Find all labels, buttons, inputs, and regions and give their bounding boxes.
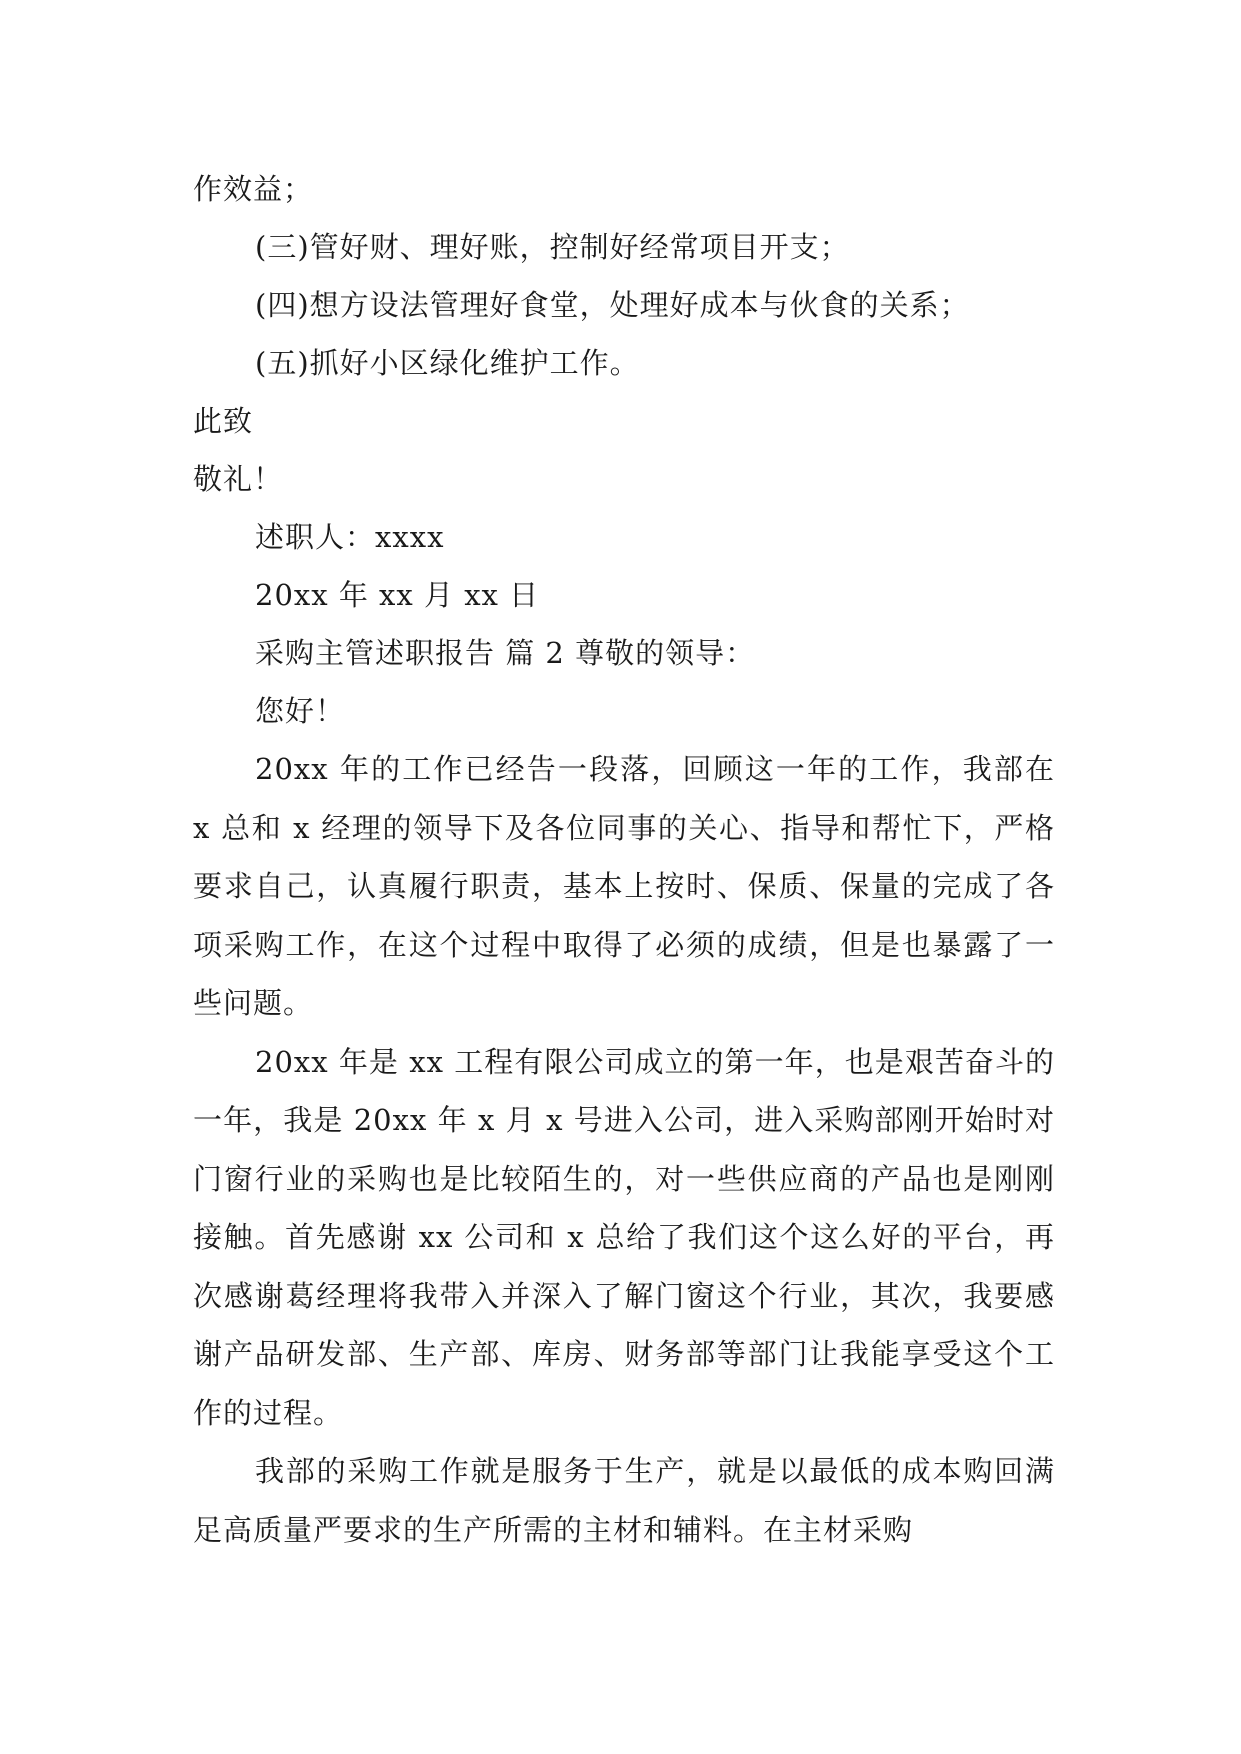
section-heading: 采购主管述职报告 篇 2 尊敬的领导： <box>255 636 756 670</box>
document-page <box>193 160 1055 1559</box>
list-item-five: (五)抓好小区绿化维护工作。 <box>255 346 640 380</box>
body-paragraph-2: 20xx 年是 xx 工程有限公司成立的第一年，也是艰苦奋斗的一年，我是 20xx 年 x 月 x 号进入公司，进入采购部刚开始时对门窗行业的采购也是比较陌生的，对一些供应商的产品也是刚刚接触。首先感谢 xx 公司和 x 总给了我们这个这么好的平台，再次感谢葛经理将我带入并深入了解门窗这个行业，其次，我要感谢产品研发部、生产部、库房、财务部等部门让我能享受这个工作的过程。 <box>193 1044 1055 1430</box>
greeting: 您好！ <box>255 694 346 728</box>
body-paragraph-1: 20xx 年的工作已经告一段落，回顾这一年的工作，我部在 x 总和 x 经理的领导下及各位同事的关心、指导和帮忙下，严格要求自己，认真履行职责，基本上按时、保质、保量的完成了各项采购工作，在这个过程中取得了必须的成绩，但是也暴露了一些问题。 <box>193 752 1055 1020</box>
closing-salutation: 此致 <box>193 404 254 438</box>
report-date: 20xx 年 xx 月 xx 日 <box>255 578 540 612</box>
text-line-continuation: 作效益； <box>193 172 314 206</box>
reporter-signature: 述职人：xxxx <box>255 520 445 554</box>
list-item-three: (三)管好财、理好账，控制好经常项目开支； <box>255 230 850 264</box>
closing-regards: 敬礼！ <box>193 462 284 496</box>
body-paragraph-3: 我部的采购工作就是服务于生产，就是以最低的成本购回满足高质量严要求的生产所需的主材和辅料。在主材采购 <box>193 1454 1055 1547</box>
list-item-four: (四)想方设法管理好食堂，处理好成本与伙食的关系； <box>255 288 970 322</box>
